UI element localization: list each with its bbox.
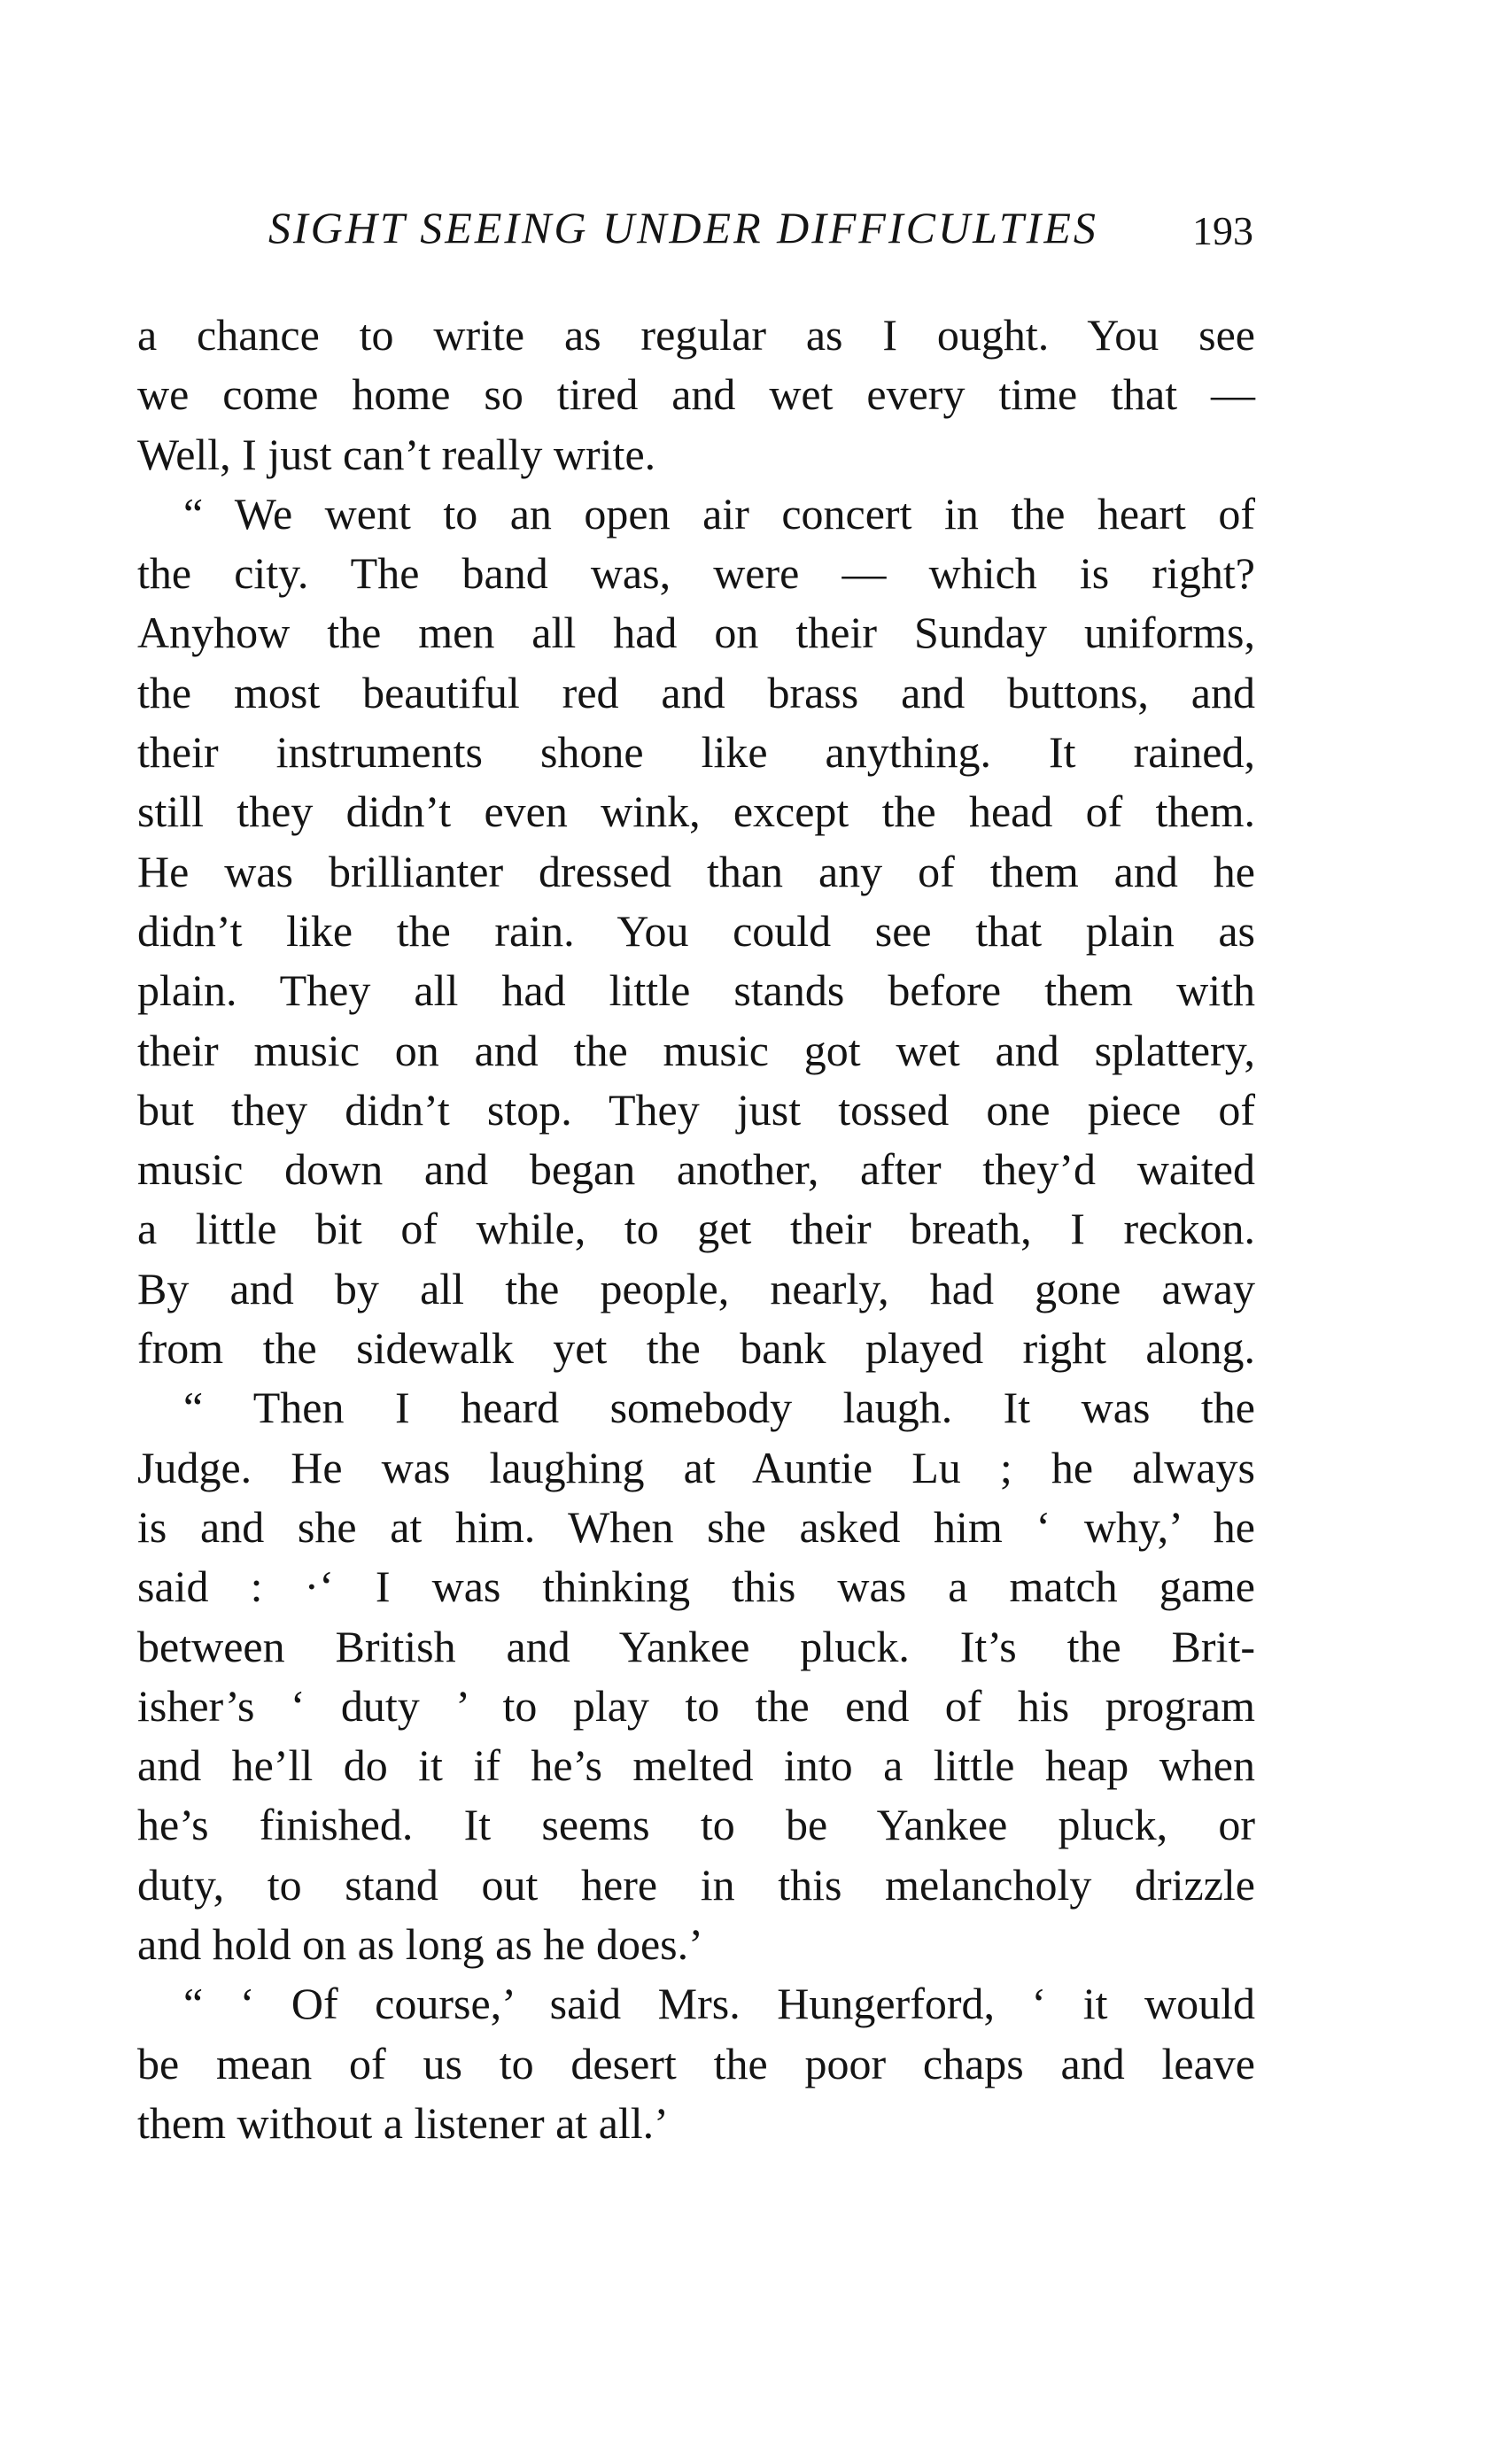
text-line: we come home so tired and wet every time that — <box>137 369 1255 420</box>
running-title: SIGHT SEEING UNDER DIFFICULTIES <box>268 203 1098 252</box>
text-line: Anyhow the men all had on their Sunday uniforms, <box>137 608 1255 658</box>
text-line: Well, I just can’t really write. <box>137 429 656 479</box>
text-line: and hold on as long as he does.’ <box>137 1919 703 1970</box>
text-line: a chance to write as regular as I ought. You see <box>137 310 1255 360</box>
text-line: but they didn’t stop. They just tossed one piece of <box>137 1084 1255 1135</box>
text-line: their music on and the music got wet and splattery, <box>137 1025 1255 1075</box>
body-text <box>137 306 1255 2153</box>
page-number: 193 <box>1192 208 1253 253</box>
text-line: be mean of us to desert the poor chaps and leave <box>137 2038 1255 2088</box>
text-line: By and by all the people, nearly, had gone away <box>137 1263 1255 1313</box>
text-line: isher’s ‘ duty ’ to play to the end of his program <box>137 1680 1255 1731</box>
text-line: didn’t like the rain. You could see that plain as <box>137 905 1255 956</box>
text-line: their instruments shone like anything. It rained, <box>137 727 1255 778</box>
text-line: a little bit of while, to get their breath, I reckon. <box>137 1204 1255 1254</box>
text-line: and he’ll do it if he’s melted into a little heap when <box>137 1740 1255 1791</box>
text-line: plain. They all had little stands before them with <box>137 965 1255 1016</box>
text-line: He was brillianter dressed than any of them and he <box>137 846 1255 896</box>
text-line: Judge. He was laughing at Auntie Lu ; he always <box>137 1442 1255 1492</box>
text-line: them without a listener at all.’ <box>137 2097 669 2148</box>
text-line: the city. The band was, were — which is right? <box>137 548 1255 599</box>
text-line: music down and began another, after they’d waited <box>137 1144 1255 1195</box>
text-line: he’s finished. It seems to be Yankee pluck, or <box>137 1800 1255 1850</box>
text-line: from the sidewalk yet the bank played right along. <box>137 1323 1255 1374</box>
text-line: “ ‘ Of course,’ said Mrs. Hungerford, ‘ it would <box>183 1979 1255 2029</box>
text-line: is and she at him. When she asked him ‘ why,’ he <box>137 1501 1255 1552</box>
text-line: said : ·‘ I was thinking this was a match game <box>137 1561 1255 1612</box>
text-line: still they didn’t even wink, except the head of them. <box>137 786 1255 837</box>
text-line: between British and Yankee pluck. It’s the Brit- <box>137 1621 1255 1671</box>
text-line: duty, to stand out here in this melancholy drizzle <box>137 1859 1255 1910</box>
running-header <box>137 197 1253 259</box>
text-line: “ We went to an open air concert in the heart of <box>183 488 1255 539</box>
text-line: the most beautiful red and brass and buttons, and <box>137 667 1255 717</box>
text-line: “ Then I heard somebody laugh. It was the <box>183 1383 1255 1433</box>
